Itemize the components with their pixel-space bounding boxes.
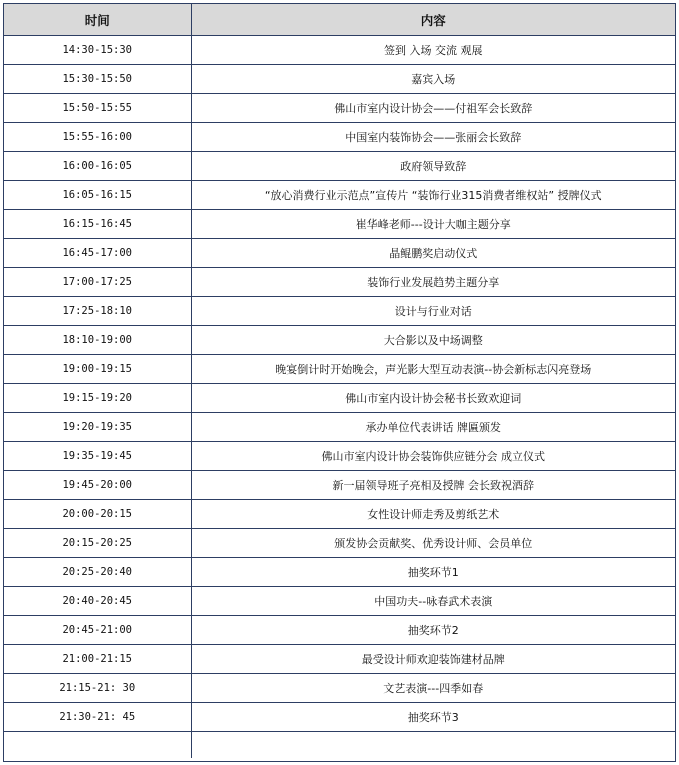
- time-cell: 20:25-20:40: [4, 558, 191, 587]
- table-row: [4, 268, 675, 297]
- content-cell: 新一届领导班子亮相及授牌 会长致祝酒辞: [191, 471, 675, 500]
- content-cell: 抽奖环节3: [191, 703, 675, 732]
- table-row: [4, 210, 675, 239]
- table-row: [4, 674, 675, 703]
- content-cell: 中国功夫--咏春武术表演: [191, 587, 675, 616]
- content-cell: 晚宴倒计时开始晚会，声光影大型互动表演--协会新标志闪亮登场: [191, 355, 675, 384]
- time-cell: 18:10-19:00: [4, 326, 191, 355]
- time-cell: 16:00-16:05: [4, 152, 191, 181]
- content-cell: 抽奖环节1: [191, 558, 675, 587]
- content-cell: 最受设计师欢迎装饰建材品牌: [191, 645, 675, 674]
- table-body: [4, 36, 675, 759]
- table-row: [4, 645, 675, 674]
- table-row: [4, 471, 675, 500]
- time-cell: 19:00-19:15: [4, 355, 191, 384]
- empty-content-cell: [191, 732, 675, 759]
- table-row: [4, 587, 675, 616]
- time-cell: 17:25-18:10: [4, 297, 191, 326]
- table-row: [4, 181, 675, 210]
- content-cell: 女性设计师走秀及剪纸艺术: [191, 500, 675, 529]
- time-cell: 16:45-17:00: [4, 239, 191, 268]
- time-cell: 21:30-21: 45: [4, 703, 191, 732]
- table-row: [4, 616, 675, 645]
- header-row: [4, 4, 675, 36]
- empty-time-cell: [4, 732, 191, 759]
- time-cell: 14:30-15:30: [4, 36, 191, 65]
- content-cell: 签到 入场 交流 观展: [191, 36, 675, 65]
- table-header: [4, 4, 675, 36]
- table-row: [4, 355, 675, 384]
- table-row: [4, 384, 675, 413]
- time-cell: 21:15-21: 30: [4, 674, 191, 703]
- content-cell: 政府领导致辞: [191, 152, 675, 181]
- empty-row: [4, 732, 675, 759]
- content-cell: 佛山市室内设计协会——付祖军会长致辞: [191, 94, 675, 123]
- table-row: [4, 529, 675, 558]
- content-cell: 承办单位代表讲话 牌匾颁发: [191, 413, 675, 442]
- schedule-table: [4, 4, 675, 758]
- content-cell: 中国室内装饰协会——张丽会长致辞: [191, 123, 675, 152]
- time-cell: 16:15-16:45: [4, 210, 191, 239]
- table-row: [4, 297, 675, 326]
- content-cell: 崔华峰老师---设计大咖主题分享: [191, 210, 675, 239]
- table-row: [4, 239, 675, 268]
- schedule-table-frame: [3, 3, 676, 762]
- table-row: [4, 94, 675, 123]
- table-row: [4, 558, 675, 587]
- table-row: [4, 152, 675, 181]
- time-cell: 20:45-21:00: [4, 616, 191, 645]
- time-cell: 20:00-20:15: [4, 500, 191, 529]
- header-time: 时间: [4, 4, 191, 36]
- content-cell: 大合影以及中场调整: [191, 326, 675, 355]
- content-cell: 文艺表演---四季如春: [191, 674, 675, 703]
- table-row: [4, 500, 675, 529]
- table-row: [4, 65, 675, 94]
- header-content: 内容: [191, 4, 675, 36]
- content-cell: 佛山市室内设计协会装饰供应链分会 成立仪式: [191, 442, 675, 471]
- time-cell: 16:05-16:15: [4, 181, 191, 210]
- content-cell: 颁发协会贡献奖、优秀设计师、会员单位: [191, 529, 675, 558]
- content-cell: 晶鲲鹏奖启动仪式: [191, 239, 675, 268]
- table-row: [4, 442, 675, 471]
- time-cell: 17:00-17:25: [4, 268, 191, 297]
- time-cell: 15:50-15:55: [4, 94, 191, 123]
- content-cell: 装饰行业发展趋势主题分享: [191, 268, 675, 297]
- time-cell: 15:55-16:00: [4, 123, 191, 152]
- content-cell: “放心消费行业示范点”宣传片 “装饰行业315消费者维权站” 授牌仪式: [191, 181, 675, 210]
- time-cell: 19:15-19:20: [4, 384, 191, 413]
- table-row: [4, 413, 675, 442]
- time-cell: 19:45-20:00: [4, 471, 191, 500]
- time-cell: 20:40-20:45: [4, 587, 191, 616]
- content-cell: 抽奖环节2: [191, 616, 675, 645]
- content-cell: 佛山市室内设计协会秘书长致欢迎词: [191, 384, 675, 413]
- time-cell: 20:15-20:25: [4, 529, 191, 558]
- table-row: [4, 326, 675, 355]
- time-cell: 15:30-15:50: [4, 65, 191, 94]
- time-cell: 21:00-21:15: [4, 645, 191, 674]
- time-cell: 19:35-19:45: [4, 442, 191, 471]
- table-row: [4, 123, 675, 152]
- table-row: [4, 36, 675, 65]
- time-cell: 19:20-19:35: [4, 413, 191, 442]
- content-cell: 嘉宾入场: [191, 65, 675, 94]
- content-cell: 设计与行业对话: [191, 297, 675, 326]
- table-row: [4, 703, 675, 732]
